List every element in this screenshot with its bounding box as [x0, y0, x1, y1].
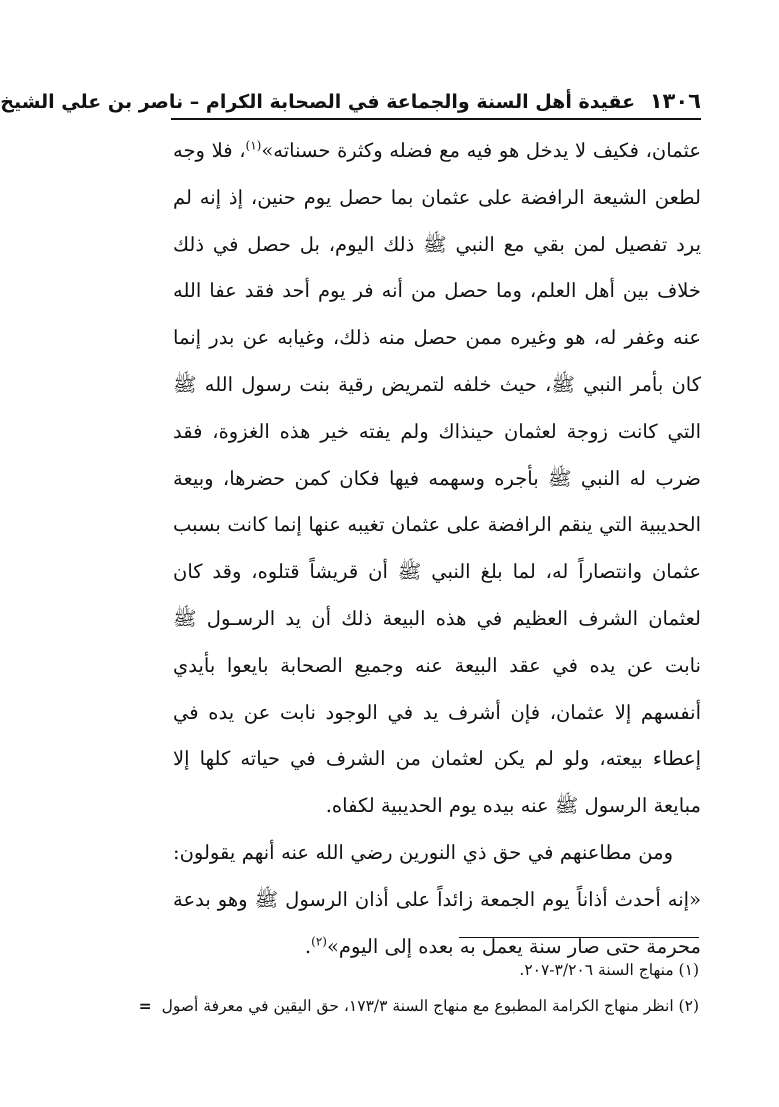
paragraph-2-end: .: [304, 934, 312, 958]
footnote-1: [115, 952, 699, 988]
running-title: عقيدة أهل السنة والجماعة في الصحابة الكرام – ناصر بن علي الشيخ: [0, 91, 636, 113]
page-number: ١٣٠٦: [649, 89, 701, 113]
footnote-marker-1: (١): [245, 138, 262, 153]
continuation-mark: =: [138, 997, 152, 1015]
footnote-separator: [459, 937, 699, 938]
paragraph-1-opening: عثمان، فكيف لا يدخل هو فيه مع فضله وكثرة حسناته»: [261, 139, 701, 162]
header-rule: [171, 118, 701, 120]
footnote-marker-2: (٢): [311, 934, 327, 949]
paragraph-2-text: ومن مطاعنهم في حق ذي النورين رضي الله عنه أنهم يقولون: «إنه أحدث أذاناً يوم الجمعة زائداً على أذان الرسول ﷺ وهو بدعة محرمة حتى صار سنة يعمل به بعده إلى اليوم»: [173, 840, 701, 958]
footnote-2: [115, 988, 699, 1024]
running-header: [0, 86, 701, 116]
footnote-1-text: (١) منهاج السنة ٣/٢٠٦-٢٠٧.: [519, 961, 699, 979]
paragraph-1-rest: ، فلا وجه لطعن الشيعة الرافضة على عثمان بما حصل يوم حنين، إذ إنه لم يرد تفصيل لمن بقي مع النبي ﷺ ذلك اليوم، بل حصل في ذلك خلاف بين أهل العلم، وما حصل من أنه فر يوم أحد فقد عفا الله عنه وغفر له، هو وغيره ممن حصل منه ذلك، وغيابه عن بدر إنما كان بأمر النبي ﷺ، حيث خلفه لتمريض رقية بنت رسول الله ﷺ التي كانت زوجة لعثمان حينذاك ولم يفته خير هذه الغزوة، فقد ضرب له النبي ﷺ بأجره وسهمه فيها فكان كمن حضرها، وبيعة الحديبية التي ينقم الرافضة على عثمان تغيبه عنها إنما كانت بسبب عثمان وانتصاراً له، لما بلغ النبي ﷺ أن قريشاً قتلوه، وقد كان لعثمان الشرف العظيم في هذه البيعة ذلك أن يد الرسـول ﷺ نابت عن يده في عقد البيعة عنه وجميع الصحابة بايعوا بأيدي أنفسهم إلا عثمان، فإن أشرف يد في الوجود نابت عن يده في إعطاء بيعته، ولو لم يكن لعثمان من الشرف في حياته كلها إلا مبايعة الرسول ﷺ عنه بيده يوم الحديبية لكفاه.: [173, 139, 701, 818]
paragraph-1: [173, 128, 701, 830]
footnote-2-text: (٢) انظر منهاج الكرامة المطبوع مع منهاج السنة ١٧٣/٣، حق اليقين في معرفة أصول: [161, 997, 699, 1015]
main-text: [173, 128, 701, 970]
paragraph-2: [173, 830, 701, 970]
footnotes: [115, 952, 699, 1024]
